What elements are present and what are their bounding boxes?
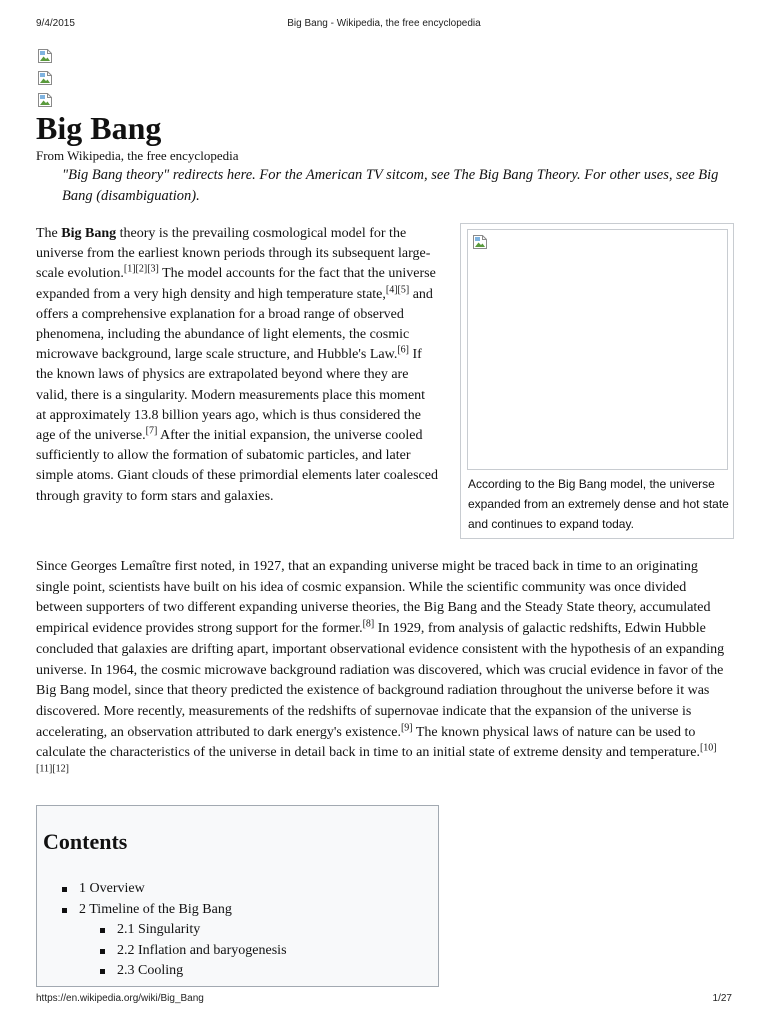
hatnote: "Big Bang theory" redirects here. For the American TV sitcom, see The Big Bang Theory. For other uses, see Big Bang (disambiguation). [62,167,719,204]
toc-subitem[interactable]: 2.2 Inflation and baryogenesis [95,941,287,962]
broken-image-icon [37,92,53,108]
table-of-contents [36,805,439,987]
reference-link[interactable]: [7] [145,425,158,437]
toc-subitem[interactable]: 2.3 Cooling [95,961,287,982]
broken-image-icon [37,70,53,86]
body-paragraph: Since Georges Lemaître first noted, in 1927, that an expanding universe might be traced back in time to an originating single point, scientists have built on his idea of cosmic expansion. While the scientific community was once divided between supporters of two different expanding universe theories, the Big Bang and the Steady State theory, accumulated empirical evidence provides strong support for the former.[8] In 1929, from analysis of galactic redshifts, Edwin Hubble concluded that galaxies are drifting apart, important observational evidence consistent with the hypothesis of an expanding universe. In 1964, the cosmic microwave background radiation was discovered, which was crucial evidence in favor of the Big Bang model, since that theory predicted the existence of background radiation throughout the universe before it was discovered. More recently, measurements of the redshifts of supernovae indicate that the expansion of the universe is accelerating, an observation attributed to dark energy's existence.[9] The known physical laws of nature can be used to calculate the characteristics of the universe in detail back in time to an initial state of extreme density and temperature.[10][11][12] [36,559,725,775]
broken-image-icon [472,234,488,250]
reference-link[interactable]: [8] [362,618,375,630]
toc-list [57,879,232,920]
reference-link[interactable]: [10][11][12] [36,742,717,775]
toc-title: Contents [43,829,128,854]
thumbnail-image[interactable] [467,229,728,470]
print-url: https://en.wikipedia.org/wiki/Big_Bang [36,993,204,1004]
print-page-title: Big Bang - Wikipedia, the free encyclopedia [287,18,481,29]
toc-item[interactable]: 1 Overview [57,879,232,900]
thumbnail-caption: According to the Big Bang model, the universe expanded from an extremely dense and hot state and continues to expand today. [468,477,729,531]
thumbnail-box [460,223,734,539]
lead-paragraph: The Big Bang theory is the prevailing cosmological model for the universe from the earliest known periods through its subsequent large-scale evolution.[1][2][3] The model accounts for the fact that the universe expanded from a very high density and high temperature state,[4][5] and offers a comprehensive explanation for a broad range of observed phenomena, including the abundance of light elements, the cosmic microwave background, large scale structure, and Hubble's Law.[6] If the known laws of physics are extrapolated beyond where they are valid, there is a singularity. Modern measurements place this moment at approximately 13.8 billion years ago, which is thus considered the age of the universe.[7] After the initial expansion, the universe cooled sufficiently to allow the formation of subatomic particles, and later simple atoms. Giant clouds of these primordial elements later coalesced through gravity to form stars and galaxies. [36,226,438,504]
toc-sublist [95,920,287,982]
broken-image-icon [37,48,53,64]
toc-subitem[interactable]: 2.1 Singularity [95,920,287,941]
toc-item[interactable]: 2 Timeline of the Big Bang [57,900,232,921]
reference-link[interactable]: [1][2][3] [123,263,159,275]
print-footer [0,993,768,1007]
page-title: Big Bang [36,110,162,146]
reference-link[interactable]: [9] [400,721,413,733]
print-header [0,18,768,32]
site-subtitle: From Wikipedia, the free encyclopedia [36,148,239,163]
reference-link[interactable]: [6] [397,344,410,356]
bold-term: Big Bang [61,226,117,241]
print-date: 9/4/2015 [36,18,75,29]
print-page-number: 1/27 [712,993,732,1004]
reference-link[interactable]: [4][5] [385,283,410,295]
